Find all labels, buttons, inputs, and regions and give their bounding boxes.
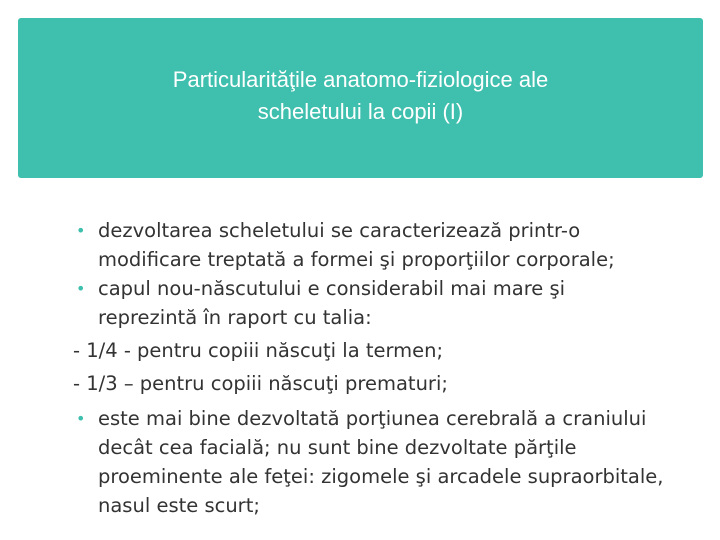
slide-title-line-2: scheletului la copii (I) bbox=[257, 99, 464, 124]
list-item bbox=[76, 404, 666, 520]
title-banner bbox=[18, 18, 703, 178]
sub-list-item bbox=[73, 369, 663, 398]
list-item-text: capul nou-născutului e considerabil mai mare şi reprezintă în raport cu talia: bbox=[98, 277, 566, 329]
list-item-text: este mai bine dezvoltată porţiunea cerebrală a craniului decât cea facială; nu sunt bine dezvoltate părţile proeminente ale feţei: zigomele şi arcadele supraorbitale, nasul este scurt; bbox=[98, 407, 664, 517]
bullet-icon: • bbox=[76, 279, 86, 298]
list-item bbox=[76, 274, 666, 332]
bullet-icon: • bbox=[76, 221, 86, 240]
slide-body bbox=[73, 216, 666, 520]
slide-title-line-1: Particularităţile anatomo-fiziologice ale bbox=[172, 67, 549, 92]
slide-title bbox=[18, 64, 703, 128]
sub-list-item-text: - 1/3 – pentru copiii născuţi prematuri; bbox=[73, 372, 448, 395]
list-item bbox=[76, 216, 666, 274]
list-item-text: dezvoltarea scheletului se caracterizează printr-o modificare treptată a formei şi proporţiilor corporale; bbox=[98, 219, 615, 271]
bullet-icon: • bbox=[76, 409, 86, 428]
sub-list-item-text: - 1/4 - pentru copiii născuţi la termen; bbox=[73, 339, 444, 362]
sub-list-item bbox=[73, 336, 663, 365]
